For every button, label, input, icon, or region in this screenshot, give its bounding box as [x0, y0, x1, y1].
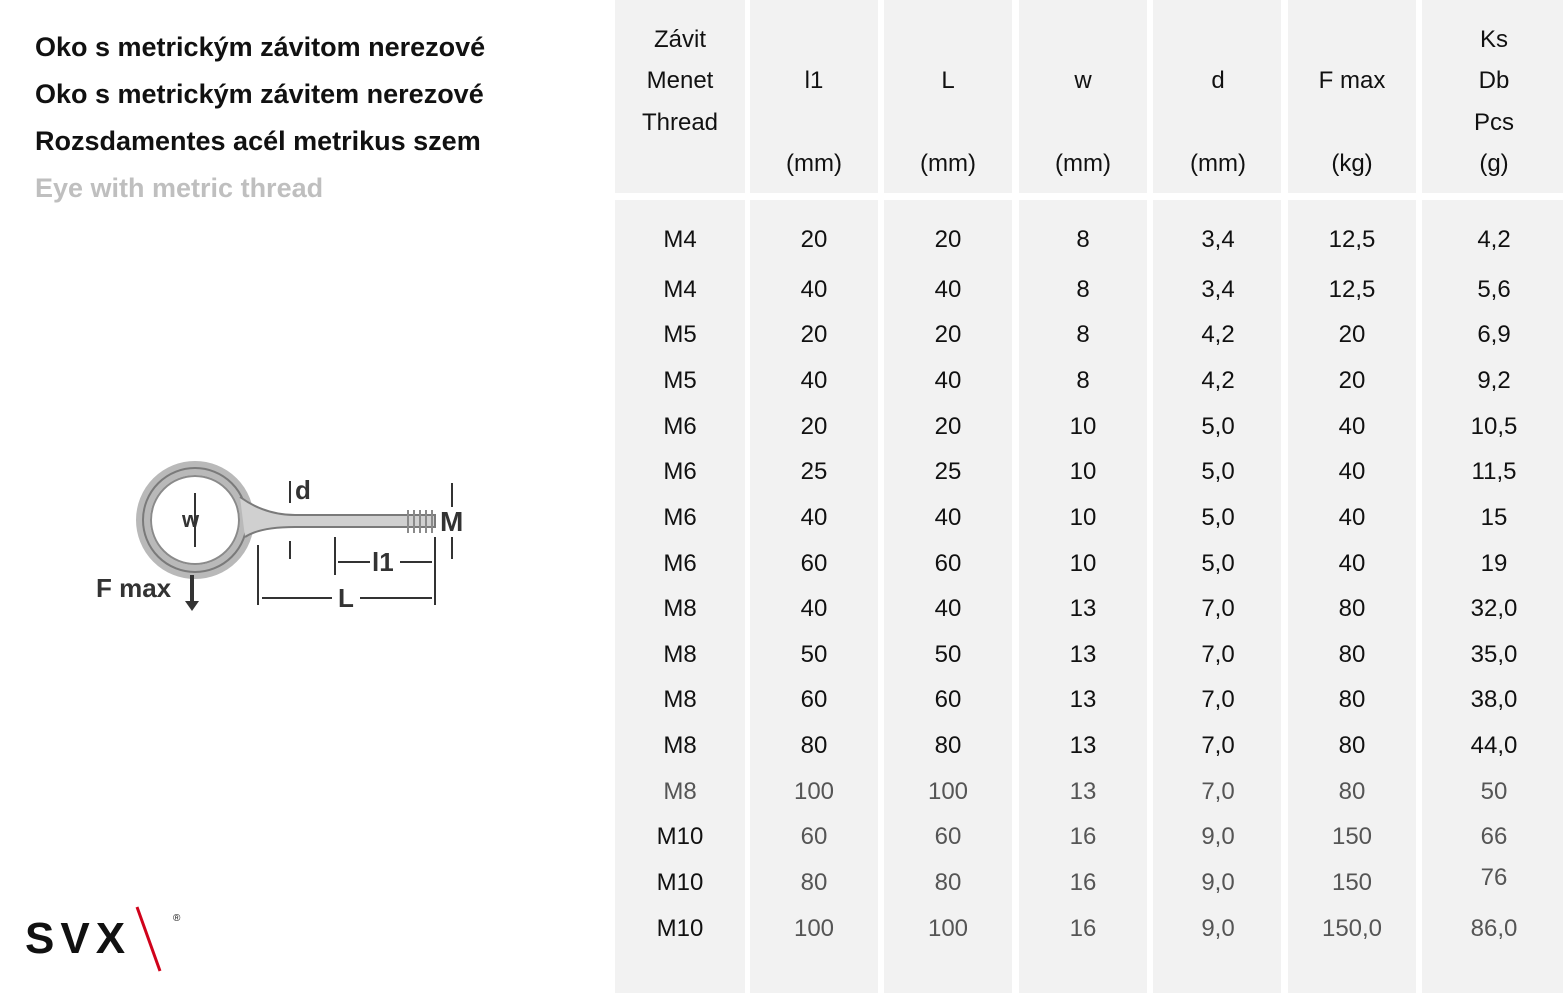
table-cell: 40 — [800, 367, 828, 394]
column-header-label: w — [1074, 67, 1092, 94]
table-cell: 11,5 — [1471, 458, 1517, 485]
table-cell: 40 — [934, 595, 962, 622]
column-header-label: Závit — [653, 26, 706, 53]
table-cell: 40 — [934, 367, 962, 394]
table-cell: 150,0 — [1321, 915, 1383, 942]
table-cell: 5,0 — [1201, 413, 1235, 440]
column-header-label: Menet — [646, 67, 714, 94]
table-cell: 40 — [1338, 504, 1366, 531]
table-cell: 25 — [800, 458, 828, 485]
table-cell: M8 — [663, 778, 697, 805]
table-cell: 20 — [934, 226, 962, 253]
table-cell: 7,0 — [1201, 778, 1235, 805]
table-cell: 66 — [1480, 823, 1508, 850]
eye-bolt-diagram — [90, 455, 490, 625]
column-header-unit: (mm) — [1055, 150, 1111, 177]
table-cell: 100 — [793, 915, 835, 942]
column-header-label: Thread — [641, 109, 719, 136]
column-header-unit: (mm) — [920, 150, 976, 177]
table-cell: 10,5 — [1470, 413, 1518, 440]
table-cell: 80 — [1338, 641, 1366, 668]
table-cell: M5 — [663, 367, 697, 394]
column-header-label: d — [1211, 67, 1225, 94]
table-cell: 86,0 — [1470, 915, 1518, 942]
table-cell: 20 — [1338, 321, 1366, 348]
table-cell: 10 — [1069, 504, 1097, 531]
table-cell: M6 — [663, 504, 697, 531]
table-cell: 80 — [1338, 732, 1366, 759]
table-cell: M5 — [663, 321, 697, 348]
logo-registered-mark: ® — [173, 913, 181, 924]
diagram-label-fmax: F max — [96, 573, 172, 603]
column-header-label: L — [941, 67, 955, 94]
table-cell: 16 — [1069, 915, 1097, 942]
table-cell: 50 — [800, 641, 828, 668]
table-cell: 80 — [800, 869, 828, 896]
table-cell: 25 — [934, 458, 962, 485]
table-cell: M10 — [656, 869, 704, 896]
table-cell: 6,9 — [1477, 321, 1511, 348]
table-cell: 8 — [1076, 276, 1090, 303]
table-cell: 4,2 — [1201, 321, 1235, 348]
table-cell: 35,0 — [1470, 641, 1518, 668]
table-cell: 80 — [1338, 686, 1366, 713]
table-cell: 44,0 — [1470, 732, 1518, 759]
table-cell: 13 — [1069, 732, 1097, 759]
table-cell: 60 — [934, 686, 962, 713]
table-cell: 7,0 — [1201, 732, 1235, 759]
table-cell: 150 — [1331, 823, 1373, 850]
column-header-unit: (mm) — [786, 150, 842, 177]
table-cell: M6 — [663, 458, 697, 485]
table-cell: 8 — [1076, 367, 1090, 394]
table-cell: M8 — [663, 732, 697, 759]
table-cell: 40 — [934, 276, 962, 303]
table-cell: 15 — [1480, 504, 1508, 531]
table-cell: 7,0 — [1201, 641, 1235, 668]
table-cell: 80 — [934, 732, 962, 759]
table-cell: 60 — [800, 686, 828, 713]
svx-logo-mark — [25, 905, 185, 975]
table-cell: 20 — [800, 413, 828, 440]
table-cell: 5,0 — [1201, 458, 1235, 485]
table-cell: 76 — [1480, 864, 1508, 891]
table-cell: 40 — [1338, 458, 1366, 485]
column-header-label: Db — [1478, 67, 1510, 94]
table-cell: 60 — [800, 550, 828, 577]
table-cell: 16 — [1069, 869, 1097, 896]
table-cell: 80 — [800, 732, 828, 759]
table-cell: 8 — [1076, 321, 1090, 348]
table-cell: 13 — [1069, 686, 1097, 713]
table-cell: 12,5 — [1328, 226, 1376, 253]
table-cell: M10 — [656, 823, 704, 850]
diagram-label-m: M — [440, 506, 464, 537]
column-header-unit: (kg) — [1331, 150, 1373, 177]
diagram-label-w: w — [182, 507, 200, 532]
table-cell: 13 — [1069, 595, 1097, 622]
table-cell: 60 — [800, 823, 828, 850]
diagram-label-l: L — [338, 583, 354, 613]
table-cell: 100 — [927, 778, 969, 805]
table-cell: 9,2 — [1477, 367, 1511, 394]
column-header-unit: (mm) — [1190, 150, 1246, 177]
table-cell: M8 — [663, 686, 697, 713]
table-cell: 7,0 — [1201, 686, 1235, 713]
diagram-label-l1: l1 — [372, 547, 394, 577]
table-cell: M8 — [663, 641, 697, 668]
table-cell: 80 — [934, 869, 962, 896]
table-cell: 9,0 — [1201, 915, 1235, 942]
table-cell: 40 — [934, 504, 962, 531]
column-header-label: Pcs — [1473, 109, 1514, 136]
table-cell: 3,4 — [1201, 276, 1235, 303]
table-cell: 20 — [1338, 367, 1366, 394]
table-cell: 10 — [1069, 458, 1097, 485]
table-cell: 38,0 — [1470, 686, 1518, 713]
table-cell: M8 — [663, 595, 697, 622]
product-titles — [35, 24, 485, 212]
table-cell: 40 — [800, 504, 828, 531]
logo-text: SVX — [25, 914, 132, 963]
table-cell: 40 — [800, 276, 828, 303]
column-header-label: Ks — [1479, 26, 1508, 53]
title-slovak: Oko s metrickým závitom nerezové — [35, 32, 486, 62]
table-cell: 5,0 — [1201, 550, 1235, 577]
table-cell: 40 — [800, 595, 828, 622]
eye-bolt-drawing — [90, 455, 490, 625]
table-cell: 20 — [800, 226, 828, 253]
table-cell: 7,0 — [1201, 595, 1235, 622]
table-cell: 80 — [1338, 595, 1366, 622]
table-cell: 50 — [1480, 778, 1508, 805]
table-cell: 40 — [1338, 413, 1366, 440]
table-cell: 100 — [927, 915, 969, 942]
title-english: Eye with metric thread — [35, 173, 324, 203]
title-czech: Oko s metrickým závitem nerezové — [35, 79, 484, 109]
table-cell: 4,2 — [1477, 226, 1511, 253]
column-header-label: l1 — [804, 67, 824, 94]
table-cell: 13 — [1069, 778, 1097, 805]
table-cell: 5,6 — [1477, 276, 1511, 303]
table-cell: M6 — [663, 550, 697, 577]
table-cell: 12,5 — [1328, 276, 1376, 303]
column-header-label: F max — [1318, 67, 1386, 94]
table-cell: 19 — [1480, 550, 1508, 577]
table-cell: M4 — [663, 276, 697, 303]
table-cell: 20 — [934, 413, 962, 440]
title-hungarian: Rozsdamentes acél metrikus szem — [35, 126, 481, 156]
table-cell: 13 — [1069, 641, 1097, 668]
table-cell: 32,0 — [1470, 595, 1518, 622]
table-cell: 8 — [1076, 226, 1090, 253]
table-cell: 150 — [1331, 869, 1373, 896]
table-cell: 5,0 — [1201, 504, 1235, 531]
table-cell: 9,0 — [1201, 823, 1235, 850]
table-cell: 20 — [800, 321, 828, 348]
table-cell: 20 — [934, 321, 962, 348]
table-cell: M4 — [663, 226, 697, 253]
diagram-label-d: d — [295, 475, 311, 505]
table-cell: 60 — [934, 550, 962, 577]
column-header-unit: (g) — [1479, 150, 1509, 177]
table-cell: 3,4 — [1201, 226, 1235, 253]
table-cell: M10 — [656, 915, 704, 942]
table-cell: 4,2 — [1201, 367, 1235, 394]
table-cell: M6 — [663, 413, 697, 440]
table-cell: 50 — [934, 641, 962, 668]
table-cell: 80 — [1338, 778, 1366, 805]
table-cell: 40 — [1338, 550, 1366, 577]
table-cell: 16 — [1069, 823, 1097, 850]
table-cell: 100 — [793, 778, 835, 805]
table-cell: 60 — [934, 823, 962, 850]
table-cell: 9,0 — [1201, 869, 1235, 896]
table-cell: 10 — [1069, 550, 1097, 577]
table-cell: 10 — [1069, 413, 1097, 440]
svx-logo — [25, 905, 185, 975]
